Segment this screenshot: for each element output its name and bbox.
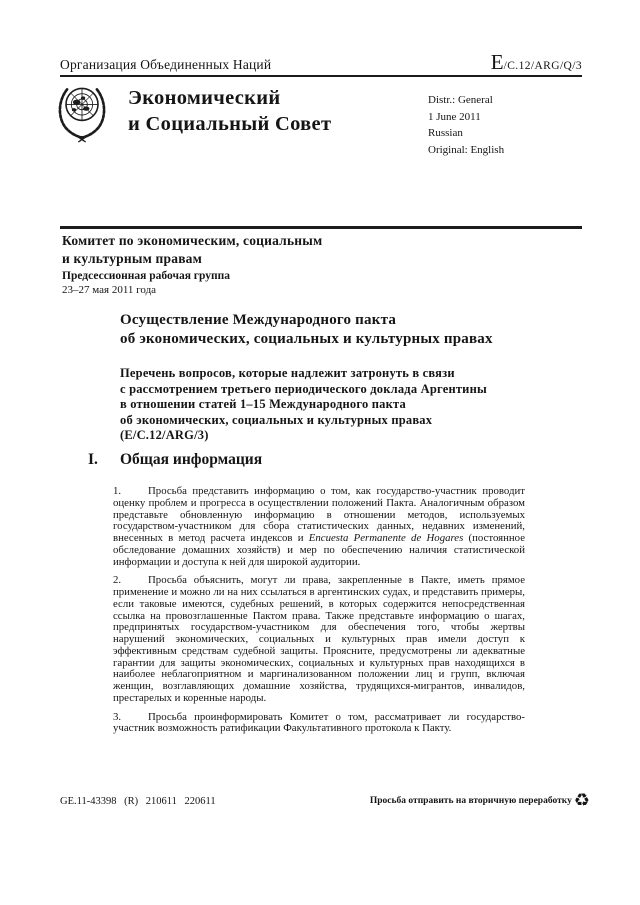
paragraph-3 <box>113 712 525 736</box>
distr-line: Distr.: General <box>428 94 493 106</box>
ge-document-number: GE.11-43398 (R) 210611 220611 <box>60 795 216 807</box>
working-group-label: Предсессионная рабочая группа <box>62 270 231 282</box>
subtitle-line: (E/C.12/ARG/3) <box>120 428 209 442</box>
paragraph-1 <box>113 486 525 568</box>
document-title <box>120 311 493 349</box>
paragraph-text: (постоянное обследование домашних хозяйств) и мер по обеспечению наличия статистической информации и доступа к ней для широкой аудитории. <box>113 532 525 568</box>
subtitle-line: Перечень вопросов, которые надлежит затронуть в связи <box>120 366 455 380</box>
section-number: I. <box>88 451 98 468</box>
org-name: Организация Объединенных Наций <box>60 57 272 72</box>
paragraph-2 <box>113 575 525 704</box>
doc-symbol <box>491 50 582 75</box>
paragraph-number: 3. <box>113 710 122 723</box>
survey-name-italic: Encuesta Permanente de Hogares <box>308 532 464 544</box>
committee-block <box>62 232 322 297</box>
document-subtitle <box>120 366 487 444</box>
subtitle-line: в отношении статей 1–15 Международного пакта <box>120 397 406 411</box>
paragraph-number: 2. <box>113 574 122 587</box>
council-title-line1: Экономический <box>128 87 281 109</box>
section-divider <box>60 226 582 229</box>
paragraph-text: Просьба объяснить, могут ли права, закрепленные в Пакте, иметь прямое применение и можно ли на них ссылаться в аргентинских судах, и представить примеры, если таковые имеются, судебных решений, в которых содержится непосредственная ссылка на провозглашенные Пактом права. Также представьте информацию о шагах, предпринятых государством-участником для обеспечения того, чтобы жертвы нарушений экономических, социальных и культурных прав имели доступ к эффективным средствам судебной защиты. Проясните, предусмотрены ли адекватные гарантии для защиты экономических, социальных и культурных прав находящихся в наиболее неблагоприятном и маргинализованном положении лиц и групп, включая женщин, возглавляющих домашние хозяйства, трудящихся-мигрантов, инвалидов, престарелых и коренные народы. <box>113 574 525 704</box>
doc-symbol-rest: /C.12/ARG/Q/3 <box>503 60 582 72</box>
paragraph-text: Просьба проинформировать Комитет о том, рассматривает ли государство-участник возможность ратификации Факультативного протокола к Пакту. <box>113 710 525 735</box>
page-footer <box>60 792 590 810</box>
distribution-block <box>428 92 504 158</box>
recycle-icon: ♻ <box>573 790 590 811</box>
distr-line: Original: English <box>428 143 505 156</box>
doc-symbol-letter: E <box>490 50 504 74</box>
council-title <box>128 85 331 137</box>
distr-line: Russian <box>428 127 463 139</box>
document-title-line2: об экономических, социальных и культурных правах <box>120 331 493 347</box>
subtitle-line: с рассмотрением третьего периодического доклада Аргентины <box>120 381 487 396</box>
council-title-line2: и Социальный Совет <box>128 113 332 135</box>
header-divider <box>60 75 582 77</box>
un-emblem-icon <box>55 82 109 146</box>
document-title-line1: Осуществление Международного пакта <box>120 312 397 328</box>
distr-line: 1 June 2011 <box>428 110 481 123</box>
section-heading-text: Общая информация <box>120 451 263 468</box>
committee-name-line2: и культурным правам <box>62 250 203 266</box>
committee-name <box>62 232 322 267</box>
section-heading <box>88 451 262 469</box>
recycle-note <box>370 792 590 810</box>
document-header-row <box>60 50 582 75</box>
paragraph-text: Просьба представить информацию о том, как государство-участник проводит оценку проблем и прогресса в осуществлении положений Пакта. Аналогичным образом представьте обновленную информацию в отношении методов, используемых государством-участником для сбора статистических данных, недавних изменений, внесенных в метод расчета индексов и <box>113 485 525 544</box>
document-body <box>113 486 525 742</box>
paragraph-number: 1. <box>113 485 122 497</box>
subtitle-line: об экономических, социальных и культурных правах <box>120 412 433 427</box>
recycle-note-text: Просьба отправить на вторичную переработку <box>369 796 572 806</box>
committee-name-line1: Комитет по экономическим, социальным <box>62 233 323 248</box>
session-dates: 23–27 мая 2011 года <box>62 284 157 296</box>
